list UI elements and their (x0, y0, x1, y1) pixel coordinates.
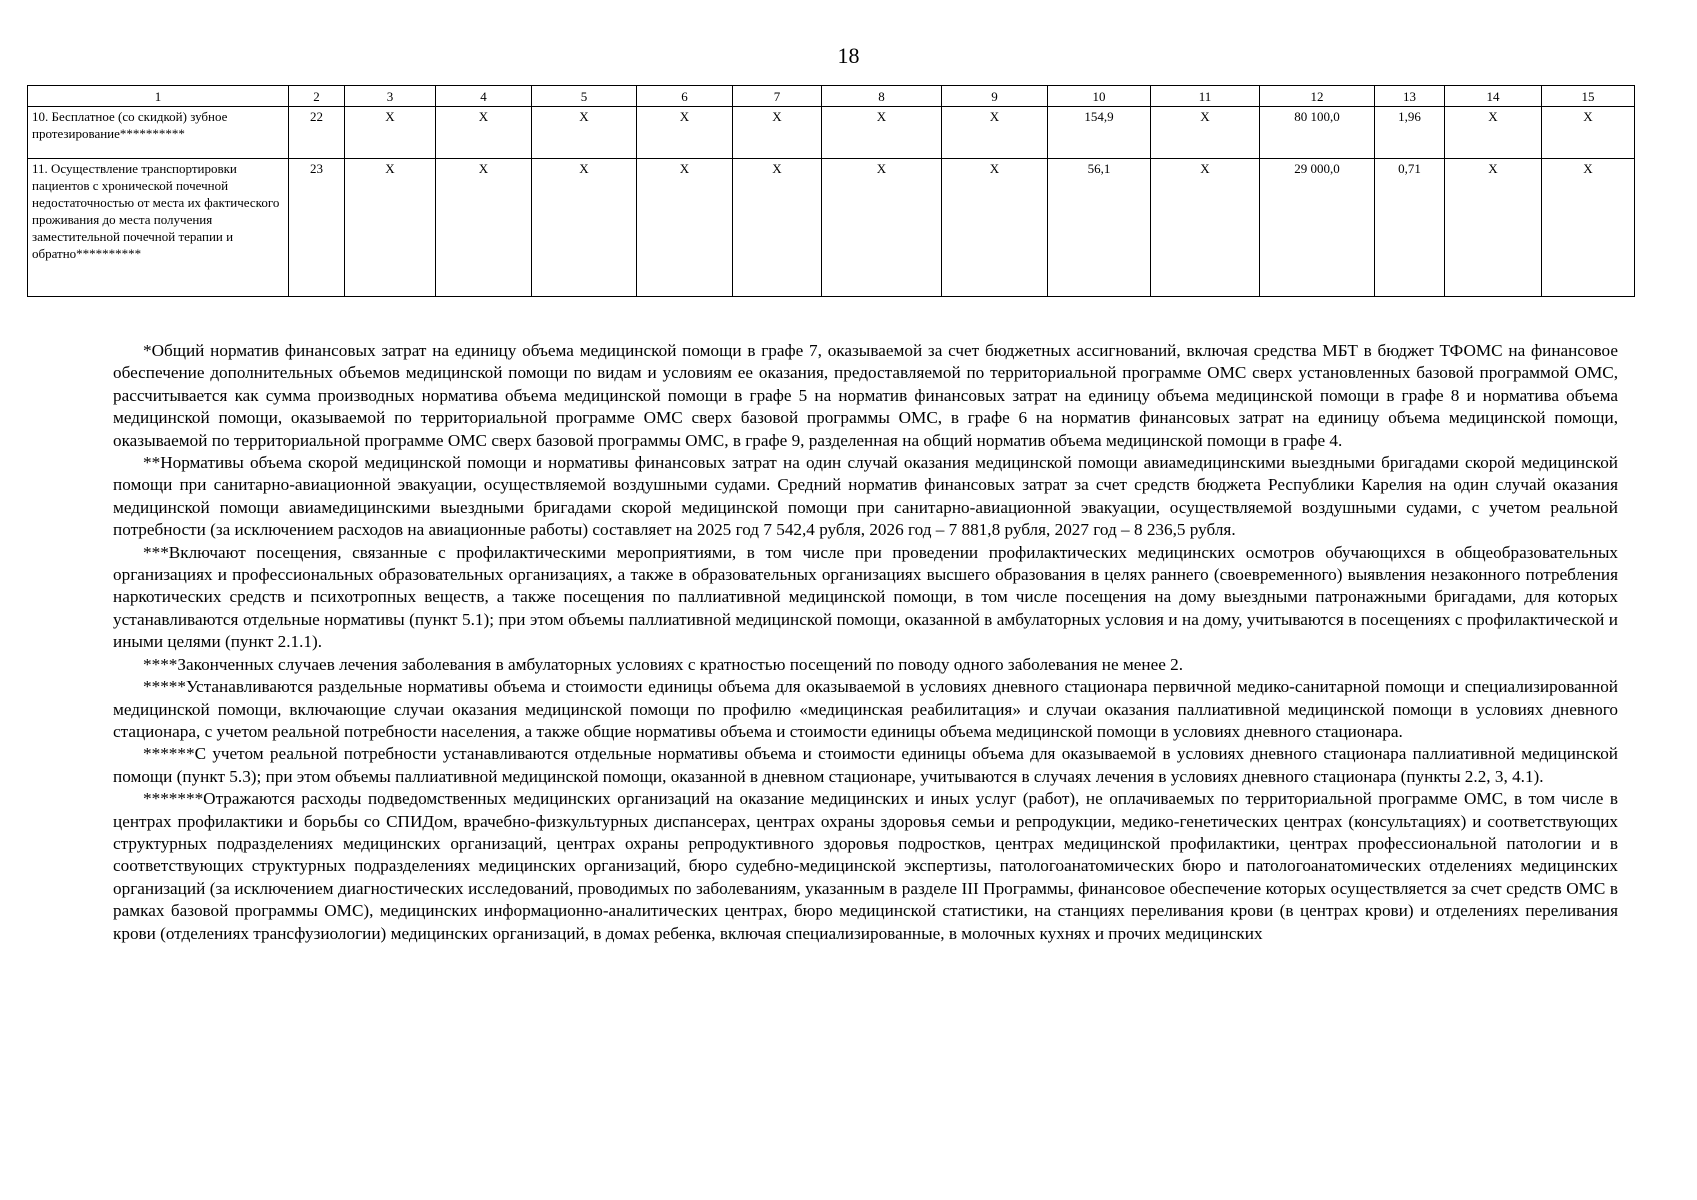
table-cell: 22 (289, 107, 345, 159)
column-number: 13 (1375, 86, 1445, 107)
column-number: 15 (1542, 86, 1635, 107)
column-number: 6 (637, 86, 733, 107)
column-number: 11 (1151, 86, 1260, 107)
column-number: 5 (532, 86, 637, 107)
table-cell: X (1151, 159, 1260, 297)
table-cell: X (436, 159, 532, 297)
table-cell: X (733, 159, 822, 297)
footnote: **Нормативы объема скорой медицинской помощи и нормативы финансовых затрат на один случай оказания медицинской помощи авиамедицинскими выездными бригадами скорой медицинской помощи при санитарно-авиационной эвакуации, осуществляемой воздушными судами. Средний норматив финансовых затрат за счет средств бюджета Республики Карелия на один случай оказания медицинской помощи авиамедицинскими выездными бригадами скорой медицинской помощи при санитарно-авиационной эвакуации, осуществляемой воздушными судами, с учетом реальной потребности (за исключением расходов на авиационные работы) составляет на 2025 год 7 542,4 рубля, 2026 год – 7 881,8 рубля, 2027 год – 8 236,5 рубля. (113, 453, 1618, 540)
column-number: 3 (345, 86, 436, 107)
column-number: 9 (942, 86, 1048, 107)
column-number: 8 (822, 86, 942, 107)
footnote: ****Законченных случаев лечения заболевания в амбулаторных условиях с кратностью посещений по поводу одного заболевания не менее 2. (143, 654, 1184, 674)
column-number: 2 (289, 86, 345, 107)
column-number: 10 (1048, 86, 1151, 107)
table-cell: X (1542, 107, 1635, 159)
footnote: *Общий норматив финансовых затрат на единицу объема медицинской помощи в графе 7, оказываемой за счет бюджетных ассигнований, включая средства МБТ в бюджет ТФОМС на финансовое обеспечение дополнительных объемов медицинской помощи по видам и условиям ее оказания, предоставляемой по территориальной программе ОМС сверх установленных базовой программой ОМС, рассчитывается как сумма производных норматива объема медицинской помощи в графе 5 на норматив финансовых затрат на единицу объема медицинской помощи в графе 8 и норматива объема медицинской помощи, оказываемой по территориальной программе ОМС сверх базовой программы ОМС, в графе 6 на норматив финансовых затрат на единицу объема медицинской помощи, оказываемой по территориальной программе ОМС сверх базовой программы ОМС, в графе 9, разделенная на общий норматив объема медицинской помощи в графе 4. (113, 341, 1618, 450)
table-cell: X (1151, 107, 1260, 159)
table-row (28, 107, 1635, 159)
table-cell: 1,96 (1375, 107, 1445, 159)
table-cell: X (942, 107, 1048, 159)
table-cell: X (1542, 159, 1635, 297)
column-number: 14 (1445, 86, 1542, 107)
footnotes (113, 340, 1618, 945)
table-cell: X (637, 159, 733, 297)
table-cell: 56,1 (1048, 159, 1151, 297)
table-cell: 154,9 (1048, 107, 1151, 159)
table-cell: X (822, 159, 942, 297)
table-cell: X (733, 107, 822, 159)
table-cell: X (822, 107, 942, 159)
row-name: 11. Осуществление транспортировки пациентов с хронической почечной недостаточностью от места их фактического проживания до места получения заместительной почечной терапии и обратно********** (28, 159, 289, 297)
column-number: 1 (28, 86, 289, 107)
table-cell: X (532, 159, 637, 297)
column-number: 4 (436, 86, 532, 107)
table-cell: 80 100,0 (1260, 107, 1375, 159)
normatives-table (27, 85, 1635, 297)
footnote: ***Включают посещения, связанные с профилактическими мероприятиями, в том числе при проведении профилактических медицинских осмотров обучающихся в общеобразовательных организациях и профессиональных образовательных организациях, а также в образовательных организациях высшего образования в целях раннего (своевременного) выявления незаконного потребления наркотических средств и психотропных веществ, а также посещения по паллиативной медицинской помощи, в том числе посещения на дому выездными патронажными бригадами, для которых устанавливаются отдельные нормативы (пункт 5.1); при этом объемы паллиативной медицинской помощи, оказанной в амбулаторных условия и на дому, учитываются в посещениях с профилактической и иными целями (пункт 2.1.1). (113, 542, 1618, 652)
column-number: 7 (733, 86, 822, 107)
table-cell: X (942, 159, 1048, 297)
footnote: *******Отражаются расходы подведомственных медицинских организаций на оказание медицинских и иных услуг (работ), не оплачиваемых по территориальной программе ОМС, в том числе в центрах профилактики и борьбы со СПИДом, врачебно-физкультурных диспансерах, центрах охраны здоровья семьи и репродукции, медико-генетических центрах (консультациях) и соответствующих структурных подразделениях медицинских организаций, центрах охраны репродуктивного здоровья подростков, центрах медицинской профилактики, центрах профессиональной патологии и в соответствующих структурных подразделениях медицинских организаций, бюро судебно-медицинской экспертизы, патологоанатомических бюро и патологоанатомических отделениях медицинских организаций (за исключением диагностических исследований, проводимых по заболеваниям, указанным в разделе III Программы, финансовое обеспечение которых осуществляется за счет средств ОМС в рамках базовой программы ОМС), медицинских информационно-аналитических центрах, бюро медицинской статистики, на станциях переливания крови (в центрах крови) и отделениях переливания крови (отделениях трансфузиологии) медицинских организаций, в домах ребенка, включая специализированные, в молочных кухнях и прочих медицинских (113, 789, 1618, 943)
footnote: ******С учетом реальной потребности устанавливаются отдельные нормативы объема и стоимости единицы объема для оказываемой в условиях дневного стационара паллиативной медицинской помощи (пункт 5.3); при этом объемы паллиативной медицинской помощи, оказанной в дневном стационаре, учитываются в случаях лечения в условиях дневного стационара (пункты 2.2, 3, 4.1). (113, 744, 1618, 786)
row-name: 10. Бесплатное (со скидкой) зубное протезирование********** (28, 107, 289, 159)
page-number: 18 (837, 43, 860, 68)
table-cell: X (345, 159, 436, 297)
table-cell: X (637, 107, 733, 159)
footnote: *****Устанавливаются раздельные нормативы объема и стоимости единицы объема для оказываемой в условиях дневного стационара первичной медико-санитарной помощи и специализированной медицинской помощи, включающие случаи оказания медицинской помощи по профилю «медицинская реабилитация» и случаи оказания паллиативной медицинской помощи в условиях дневного стационара, с учетом реальной потребности населения, а также общие нормативы объема и стоимости единицы объема медицинской помощи в условиях дневного стационара. (113, 677, 1618, 741)
table-cell: 23 (289, 159, 345, 297)
table-row (28, 159, 1635, 297)
column-number-row (28, 86, 1635, 107)
table-cell: X (1445, 107, 1542, 159)
table-cell: X (532, 107, 637, 159)
table-cell: X (436, 107, 532, 159)
table-cell: X (345, 107, 436, 159)
table-cell: 0,71 (1375, 159, 1445, 297)
table-cell: 29 000,0 (1260, 159, 1375, 297)
column-number: 12 (1260, 86, 1375, 107)
table-cell: X (1445, 159, 1542, 297)
